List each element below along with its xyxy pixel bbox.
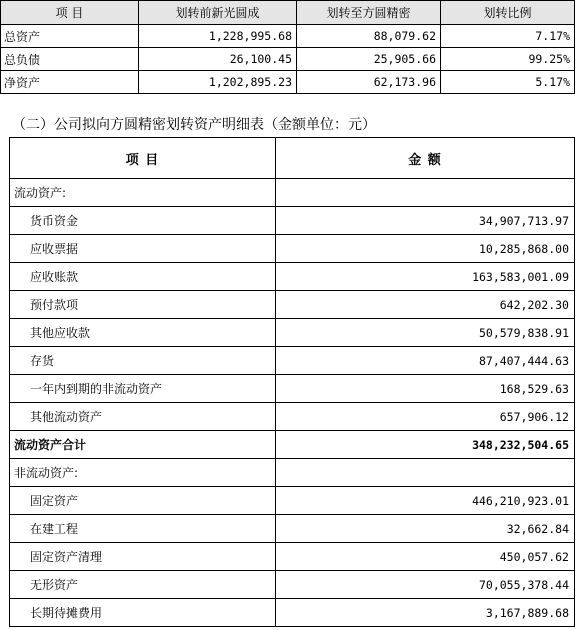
table-row bbox=[10, 263, 575, 291]
row-value: 446,210,923.01 bbox=[276, 487, 575, 515]
summary-row-before: 26,100.45 bbox=[139, 48, 297, 71]
row-name: 一年内到期的非流动资产 bbox=[10, 375, 276, 403]
row-value bbox=[276, 459, 575, 487]
summary-row-label: 总负债 bbox=[1, 48, 139, 71]
row-value: 3,167,889.68 bbox=[276, 599, 575, 627]
summary-header-transfer: 划转至方圆精密 bbox=[297, 1, 441, 25]
summary-row-before: 1,228,995.68 bbox=[139, 25, 297, 48]
row-name: 存货 bbox=[10, 347, 276, 375]
row-value: 50,579,838.91 bbox=[276, 319, 575, 347]
table-row bbox=[10, 375, 575, 403]
row-name: 应收账款 bbox=[10, 263, 276, 291]
table-row-total bbox=[10, 431, 575, 459]
table-row bbox=[10, 319, 575, 347]
detail-header-item: 项 目 bbox=[10, 138, 276, 179]
summary-row-transfer: 25,905.66 bbox=[297, 48, 441, 71]
summary-row-transfer: 88,079.62 bbox=[297, 25, 441, 48]
table-row bbox=[10, 571, 575, 599]
row-name: 流动资产: bbox=[10, 179, 276, 207]
summary-row-ratio: 99.25% bbox=[441, 48, 575, 71]
summary-header-item: 项 目 bbox=[1, 1, 139, 25]
asset-detail-table bbox=[9, 137, 575, 627]
row-name: 非流动资产: bbox=[10, 459, 276, 487]
row-name: 其他应收款 bbox=[10, 319, 276, 347]
row-value bbox=[276, 179, 575, 207]
row-value: 168,529.63 bbox=[276, 375, 575, 403]
summary-row-before: 1,202,895.23 bbox=[139, 71, 297, 94]
summary-row-label: 总资产 bbox=[1, 25, 139, 48]
row-value: 70,055,378.44 bbox=[276, 571, 575, 599]
row-name: 固定资产清理 bbox=[10, 543, 276, 571]
summary-row-label: 净资产 bbox=[1, 71, 139, 94]
table-row bbox=[10, 235, 575, 263]
detail-header-row bbox=[10, 138, 575, 179]
summary-header-row bbox=[1, 1, 575, 25]
table-row bbox=[10, 207, 575, 235]
summary-row-ratio: 7.17% bbox=[441, 25, 575, 48]
table-row bbox=[10, 543, 575, 571]
section-title: （二）公司拟向方圆精密划转资产明细表（金额单位：元） bbox=[12, 117, 376, 133]
row-value: 163,583,001.09 bbox=[276, 263, 575, 291]
row-name: 流动资产合计 bbox=[10, 431, 276, 459]
row-name: 应收票据 bbox=[10, 235, 276, 263]
detail-header-amount: 金 额 bbox=[276, 138, 575, 179]
summary-header-ratio: 划转比例 bbox=[441, 1, 575, 25]
row-name: 长期待摊费用 bbox=[10, 599, 276, 627]
detail-body bbox=[10, 179, 575, 627]
row-value: 34,907,713.97 bbox=[276, 207, 575, 235]
row-name: 预付款项 bbox=[10, 291, 276, 319]
table-row bbox=[10, 347, 575, 375]
summary-row-ratio: 5.17% bbox=[441, 71, 575, 94]
row-name: 其他流动资产 bbox=[10, 403, 276, 431]
table-row bbox=[10, 599, 575, 627]
row-value: 348,232,504.65 bbox=[276, 431, 575, 459]
table-row bbox=[10, 459, 575, 487]
row-value: 10,285,868.00 bbox=[276, 235, 575, 263]
row-value: 87,407,444.63 bbox=[276, 347, 575, 375]
row-value: 450,057.62 bbox=[276, 543, 575, 571]
summary-row-total-assets bbox=[1, 25, 575, 48]
summary-table bbox=[0, 0, 575, 94]
row-name: 在建工程 bbox=[10, 515, 276, 543]
summary-row-transfer: 62,173.96 bbox=[297, 71, 441, 94]
table-row bbox=[10, 487, 575, 515]
table-row bbox=[10, 291, 575, 319]
table-row bbox=[10, 403, 575, 431]
row-value: 657,906.12 bbox=[276, 403, 575, 431]
row-name: 无形资产 bbox=[10, 571, 276, 599]
summary-row-net-assets bbox=[1, 71, 575, 94]
summary-row-total-liabilities bbox=[1, 48, 575, 71]
row-name: 货币资金 bbox=[10, 207, 276, 235]
row-value: 642,202.30 bbox=[276, 291, 575, 319]
table-row bbox=[10, 179, 575, 207]
table-row bbox=[10, 515, 575, 543]
row-value: 32,662.84 bbox=[276, 515, 575, 543]
row-name: 固定资产 bbox=[10, 487, 276, 515]
summary-header-before: 划转前新光圆成 bbox=[139, 1, 297, 25]
